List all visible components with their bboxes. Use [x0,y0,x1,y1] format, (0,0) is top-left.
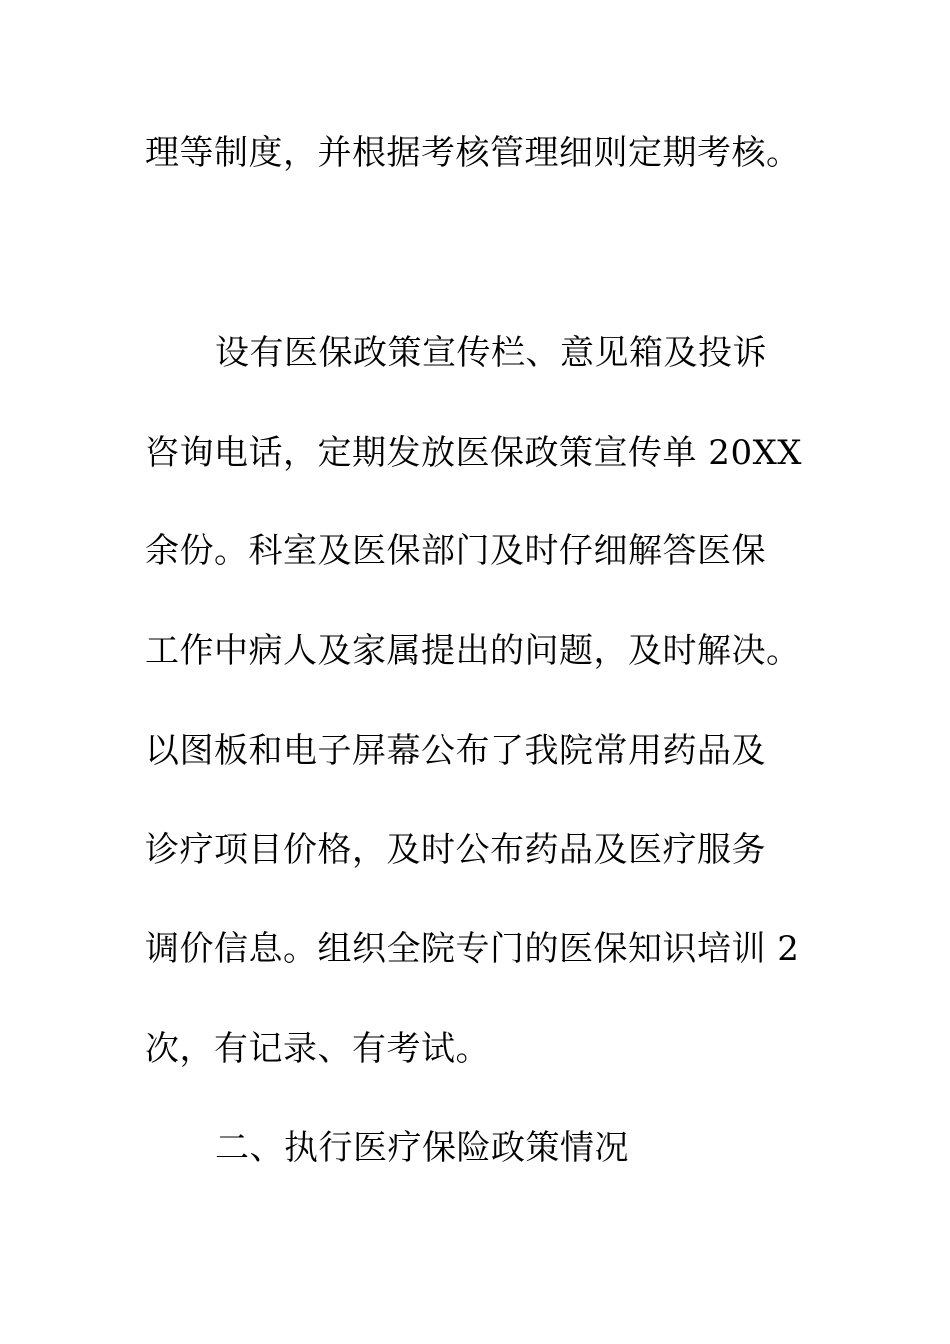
paragraph-line: 咨询电话，定期发放医保政策宣传单 20XX [145,433,802,473]
paragraph-line: 余份。科室及医保部门及时仔细解答医保 [145,531,766,571]
paragraph-line: 工作中病人及家属提出的问题，及时解决。 [145,631,801,671]
paragraph-line: 调价信息。组织全院专门的医保知识培训 2 [145,929,800,969]
paragraph-line: 诊疗项目价格，及时公布药品及医疗服务 [145,830,766,870]
paragraph-line: 理等制度，并根据考核管理细则定期考核。 [145,133,801,173]
paragraph-line: 设有医保政策宣传栏、意见箱及投诉 [215,333,767,373]
section-heading: 二、执行医疗保险政策情况 [215,1128,629,1168]
paragraph-line: 次，有记录、有考试。 [145,1029,490,1069]
paragraph-line: 以图板和电子屏幕公布了我院常用药品及 [145,731,766,771]
